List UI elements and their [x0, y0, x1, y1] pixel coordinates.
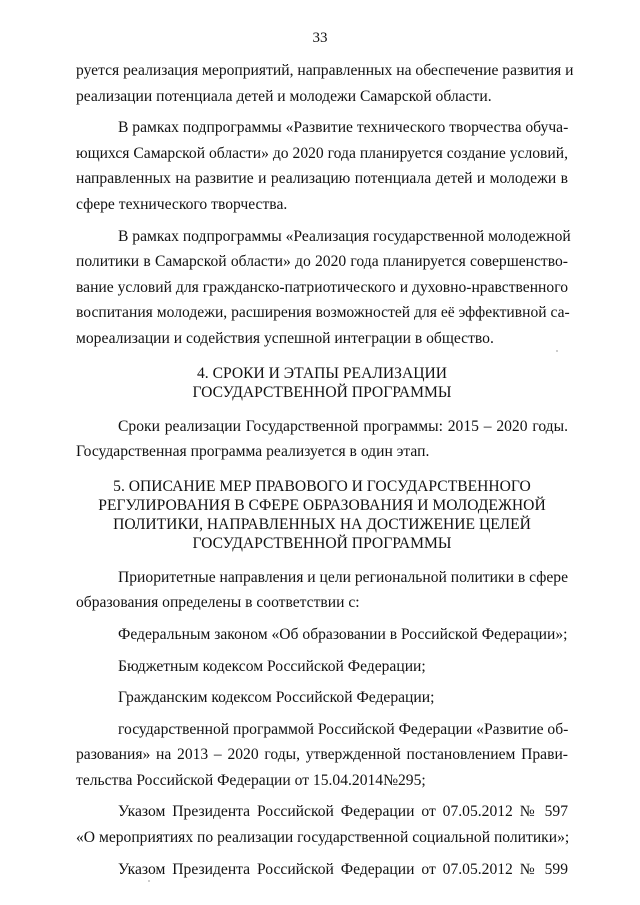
text-line: Приоритетные направления и цели региональной политики в сфере: [118, 568, 568, 586]
text-line: Федеральным законом «Об образовании в Российской Федерации»;: [118, 625, 568, 643]
list-item: [76, 654, 568, 680]
text-line: воспитания молодежи, расширения возможностей для её эффективной са-: [76, 304, 570, 322]
list-item: [76, 857, 568, 883]
scan-speck: [148, 880, 150, 882]
text-line: реализации потенциала детей и молодежи Самарской области.: [76, 87, 492, 105]
text-line: В рамках подпрограммы «Развитие технического творчества обуча-: [118, 119, 569, 137]
scan-speck: [556, 350, 558, 352]
text-line: «О мероприятиях по реализации государственной социальной политики»;: [76, 829, 570, 847]
text-line: направленных на развитие и реализацию потенциала детей и молодежи в: [76, 170, 568, 188]
list-item: [76, 685, 568, 711]
heading-line: 4. СРОКИ И ЭТАПЫ РЕАЛИЗАЦИИ: [196, 364, 448, 382]
list-item: [76, 717, 568, 794]
page-number: 33: [312, 30, 328, 46]
text-line: разования» на 2013 – 2020 годы, утвержденной постановлением Прави-: [76, 746, 568, 764]
text-line: образования определены в соответствии с:: [76, 594, 360, 612]
list-item: [76, 622, 568, 648]
heading-line: ПОЛИТИКИ, НАПРАВЛЕННЫХ НА ДОСТИЖЕНИЕ ЦЕЛЕЙ: [113, 515, 531, 533]
text-line: В рамках подпрограммы «Реализация государственной молодежной: [118, 227, 571, 245]
text-line: тельства Российской Федерации от 15.04.2014№295;: [76, 771, 426, 789]
text-line: Сроки реализации Государственной программы: 2015 – 2020 годы.: [118, 417, 568, 435]
section-heading: [76, 477, 568, 553]
section-heading: [76, 364, 568, 402]
text-line: сфере технического творчества.: [76, 195, 288, 213]
text-line: государственной программой Российской Федерации «Развитие об-: [118, 720, 569, 738]
text-line: мореализации и содействия успешной интеграции в общество.: [76, 329, 494, 347]
text-line: Гражданским кодексом Российской Федерации;: [118, 689, 435, 707]
text-line: Указом Президента Российской Федерации от 07.05.2012 № 597: [118, 803, 568, 821]
paragraph: [76, 224, 571, 352]
text-line: Бюджетным кодексом Российской Федерации;: [118, 657, 426, 675]
paragraph: [76, 115, 568, 217]
paragraph: [76, 58, 574, 109]
document-body: [76, 58, 574, 882]
paragraph: [76, 565, 568, 616]
heading-line: ГОСУДАРСТВЕННОЙ ПРОГРАММЫ: [192, 534, 452, 552]
text-line: Указом Президента Российской Федерации от 07.05.2012 № 599: [118, 860, 568, 878]
heading-line: РЕГУЛИРОВАНИЯ В СФЕРЕ ОБРАЗОВАНИЯ И МОЛОДЕЖНОЙ: [98, 496, 546, 514]
text-line: руется реализация мероприятий, направленных на обеспечение развития и: [76, 62, 574, 79]
text-line: ющихся Самарской области» до 2020 года планируется создание условий,: [76, 144, 568, 162]
text-line: вание условий для гражданско-патриотического и духовно-нравственного: [76, 278, 568, 296]
paragraph: [76, 414, 568, 465]
heading-line: ГОСУДАРСТВЕННОЙ ПРОГРАММЫ: [192, 383, 452, 401]
list-item: [76, 799, 568, 850]
text-line: политики в Самарской области» до 2020 года планируется совершенство-: [76, 253, 568, 271]
text-line: Государственная программа реализуется в один этап.: [76, 443, 430, 461]
heading-line: 5. ОПИСАНИЕ МЕР ПРАВОВОГО И ГОСУДАРСТВЕННОГО: [113, 477, 531, 495]
